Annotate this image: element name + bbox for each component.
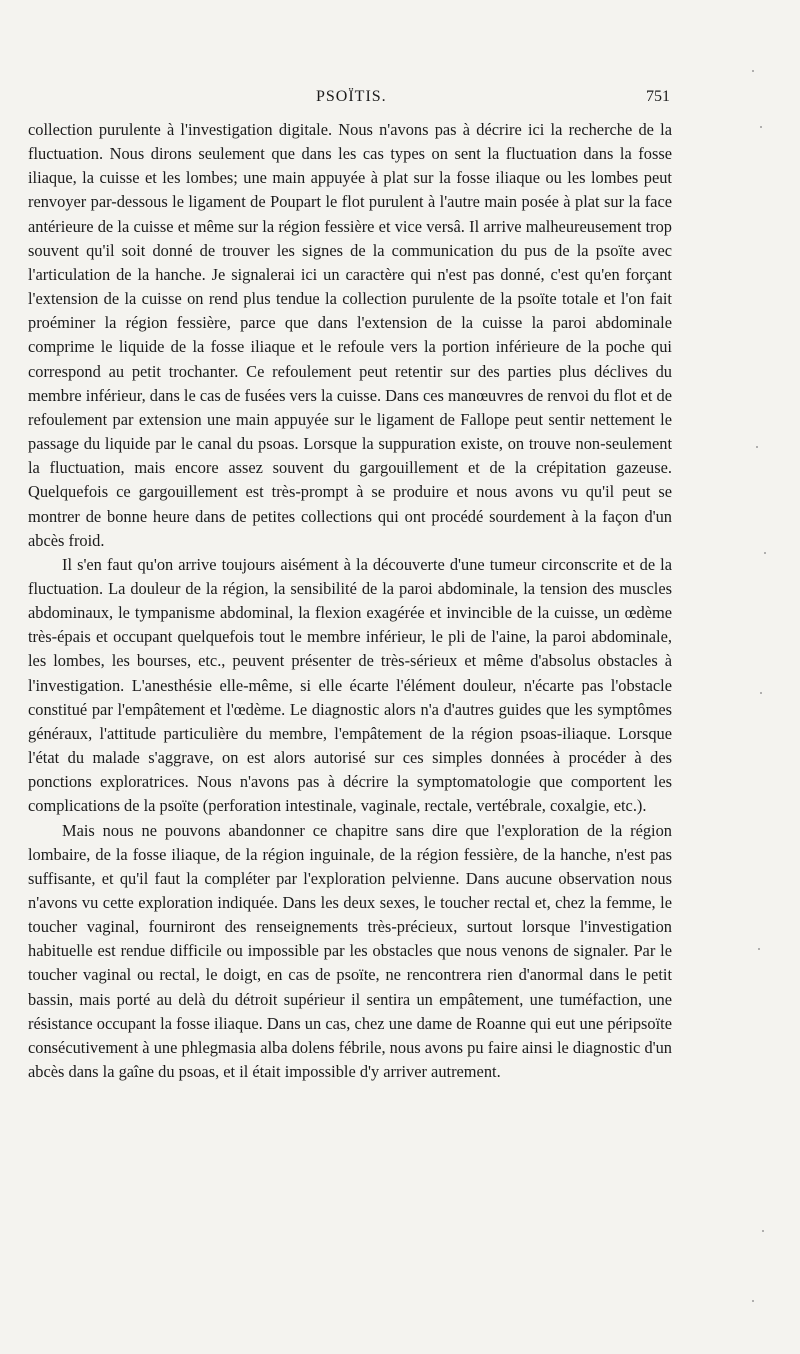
scan-speck [760, 126, 762, 128]
scan-speck [762, 1230, 764, 1232]
running-title: PSOÏTIS. [316, 88, 387, 105]
paragraph: Il s'en faut qu'on arrive toujours aisément à la découverte d'une tumeur circonscrite et de la fluctuation. La douleur de la région, la sensibilité de la paroi abdominale, la tension des muscles abdominaux, le tympanisme abdominal, la flexion exagérée et invincible de la cuisse, un œdème très-épais et occupant quelquefois tout le membre inférieur, le pli de l'aine, la paroi abdominale, les lombes, les bourses, etc., peuvent présenter de très-sérieux et même d'absolus obstacles à l'investigation. L'anesthésie elle-même, si elle écarte l'élément douleur, n'écarte pas l'obstacle constitué par l'empâtement et l'œdème. Le diagnostic alors n'a d'autres guides que les symptômes généraux, l'attitude particulière du membre, l'empâtement de la région psoas-iliaque. Lorsque l'état du malade s'aggrave, on est alors autorisé sur ces simples données à procéder à des ponctions exploratrices. Nous n'avons pas à décrire la symptomatologie que comportent les complications de la psoïte (perforation intestinale, vaginale, rectale, vertébrale, coxalgie, etc.). [28, 554, 672, 816]
scan-speck [758, 948, 760, 950]
book-page [28, 84, 672, 1084]
page-number: 751 [646, 88, 670, 105]
scan-speck [760, 692, 762, 694]
paragraph: collection purulente à l'investigation digitale. Nous n'avons pas à décrire ici la recherche de la fluctuation. Nous dirons seulement que dans les cas types on sent la fluctuation dans la fosse iliaque, la cuisse et les lombes; une main appuyée à plat sur la fosse iliaque ou les lombes peut renvoyer par-dessous le ligament de Poupart le flot purulent à l'autre main posée à plat sur la face antérieure de la cuisse et même sur la région fessière et vice versâ. Il arrive malheureusement trop souvent qu'il soit donné de trouver les signes de la communication du pus de la psoïte avec l'articulation de la hanche. Je signalerai ici un caractère qui n'est pas donné, c'est qu'en forçant l'extension de la cuisse on rend plus tendue la collection purulente de la psoïte totale et l'on fait proéminer la région fessière, parce que dans l'extension de la cuisse la paroi abdominale comprime le liquide de la fosse iliaque et le refoule vers la portion inférieure de la poche qui correspond au petit trochanter. Ce refoulement peut retentir sur des parties plus déclives du membre inférieur, dans le cas de fusées vers la cuisse. Dans ces manœuvres de renvoi du flot et de refoulement par extension une main appuyée sur le ligament de Fallope peut sentir nettement le passage du liquide par le canal du psoas. Lorsque la suppuration existe, on trouve non-seulement la fluctuation, mais encore assez souvent du gargouillement et de la crépitation gazeuse. Quelquefois ce gargouillement est très-prompt à se produire et nous avons vu qu'il peut se montrer de bonne heure dans de petites collections qui ont procédé sourdement à la façon d'un abcès froid. [28, 120, 672, 550]
scan-speck [764, 552, 766, 554]
paragraph: Mais nous ne pouvons abandonner ce chapitre sans dire que l'exploration de la région lombaire, de la fosse iliaque, de la région inguinale, de la région fessière, de la hanche, n'est pas suffisante, et qu'il faut la compléter par l'exploration pelvienne. Dans aucune observation nous n'avons vu cette exploration indiquée. Dans les deux sexes, le toucher rectal et, chez la femme, le toucher vaginal, fourniront des renseignements très-précieux, surtout lorsque l'investigation habituelle est rendue difficile ou impossible par les obstacles que nous venons de signaler. Par le toucher vaginal ou rectal, le doigt, en cas de psoïte, ne rencontrera rien d'anormal dans le petit bassin, mais porté au delà du détroit supérieur il sentira un empâtement, une tuméfaction, une résistance occupant la fosse iliaque. Dans un cas, chez une dame de Roanne qui eut une péripsoïte consécutivement à une phlegmasia alba dolens fébrile, nous avons pu faire ainsi le diagnostic d'un abcès dans la gaîne du psoas, et il était impossible d'y arriver autrement. [28, 820, 672, 1082]
body-text [28, 118, 672, 1084]
running-head [28, 84, 672, 118]
scan-speck [752, 1300, 754, 1302]
scan-speck [756, 446, 758, 448]
scan-speck [752, 70, 754, 72]
